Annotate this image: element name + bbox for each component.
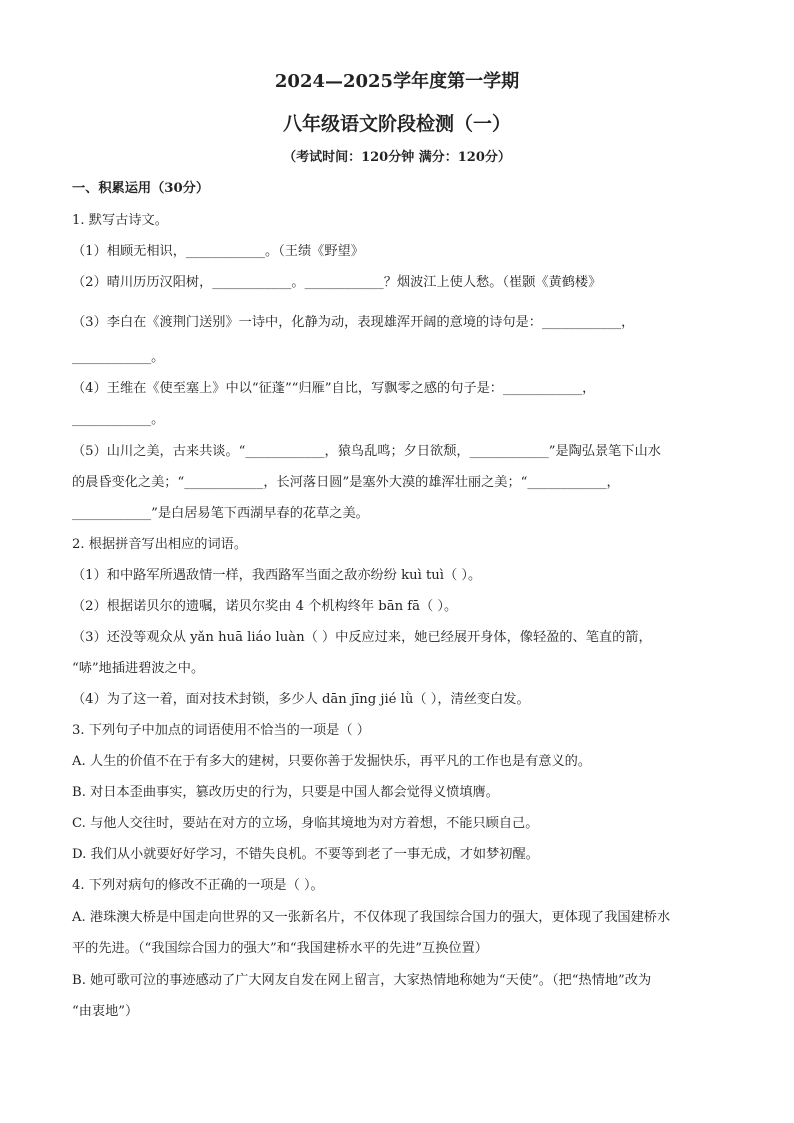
question-1-item-2: （2）晴川历历汉阳树，____________。____________？烟波江上使人愁。（崔颢《黄鹤楼》 xyxy=(72,275,602,290)
question-1-stem: 1. 默写古诗文。 xyxy=(72,213,168,228)
question-3-option-b: B. 对日本歪曲事实，篡改历史的行为，只要是中国人都会觉得义愤填膺。 xyxy=(72,785,499,800)
question-2-item-2: （2）根据诺贝尔的遗嘱，诺贝尔奖由 4 个机构终年 bān fā（ ）。 xyxy=(72,599,458,614)
question-1-item-1: （1）相顾无相识，____________。（王绩《野望》 xyxy=(72,244,364,259)
question-1-item-3: （3）李白在《渡荆门送别》一诗中，化静为动，表现雄浑开阔的意境的诗句是：____________， xyxy=(72,315,635,330)
section-heading: 一、积累运用（30分） xyxy=(72,181,210,196)
question-3-option-c: C. 与他人交往时，要站在对方的立场，身临其境地为对方着想，不能只顾自己。 xyxy=(72,816,539,831)
question-1-item-5: （5）山川之美，古来共谈。“____________，猿鸟乱鸣；夕日欲颓，____________”是陶弘景笔下山水 xyxy=(72,444,661,459)
question-4-option-b-continued: “由衷地”） xyxy=(72,1004,139,1019)
question-1-item-4-continued: ____________。 xyxy=(72,412,165,427)
question-4-option-a: A. 港珠澳大桥是中国走向世界的又一张新名片，不仅体现了我国综合国力的强大，更体现了我国建桥水 xyxy=(72,910,671,925)
question-3-option-a: A. 人生的价值不在于有多大的建树，只要你善于发掘快乐，再平凡的工作也是有意义的。 xyxy=(72,754,592,769)
question-2-item-3-continued: “哧”地插进碧波之中。 xyxy=(72,661,205,676)
question-1-item-5-end: ____________”是白居易笔下西湖早春的花草之美。 xyxy=(72,506,369,521)
question-4-option-b: B. 她可歌可泣的事迹感动了广大网友自发在网上留言，大家热情地称她为“天使”。（把“热情地”改为 xyxy=(72,973,652,988)
question-2-item-4: （4）为了这一着，面对技术封锁，多少人 dān jīng jié lǜ（ ），清丝变白发。 xyxy=(72,692,530,707)
question-2-stem: 2. 根据拼音写出相应的词语。 xyxy=(72,537,248,552)
question-1-item-5-continued: 的晨昏变化之美；“____________，长河落日圆”是塞外大漠的雄浑壮丽之美；“____________， xyxy=(72,475,620,490)
question-3-option-d: D. 我们从小就要好好学习，不错失良机。不要等到老了一事无成，才如梦初醒。 xyxy=(72,847,539,862)
question-4-stem: 4. 下列对病句的修改不正确的一项是（ ）。 xyxy=(72,878,324,893)
exam-info: （考试时间：120分钟 满分：120分） xyxy=(283,150,511,165)
exam-title: 八年级语文阶段检测（一） xyxy=(282,113,511,135)
question-2-item-3: （3）还没等观众从 yǎn huā liáo luàn（ ）中反应过来，她已经展开身体，像轻盈的、笔直的箭， xyxy=(72,630,652,645)
question-2-item-1: （1）和中路军所遇敌情一样，我西路军当面之敌亦纷纷 kuì tuì（ ）。 xyxy=(72,568,482,583)
question-4-option-a-continued: 平的先进。（“我国综合国力的强大”和“我国建桥水平的先进”互换位置） xyxy=(72,941,488,956)
question-1-item-4: （4）王维在《使至塞上》中以“征蓬”“归雁”自比，写飘零之感的句子是：____________， xyxy=(72,381,596,396)
question-3-stem: 3. 下列句子中加点的词语使用不恰当的一项是（ ） xyxy=(72,723,370,738)
question-1-item-3-continued: ____________。 xyxy=(72,350,165,365)
exam-term-title: 2024—2025学年度第一学期 xyxy=(274,71,520,92)
